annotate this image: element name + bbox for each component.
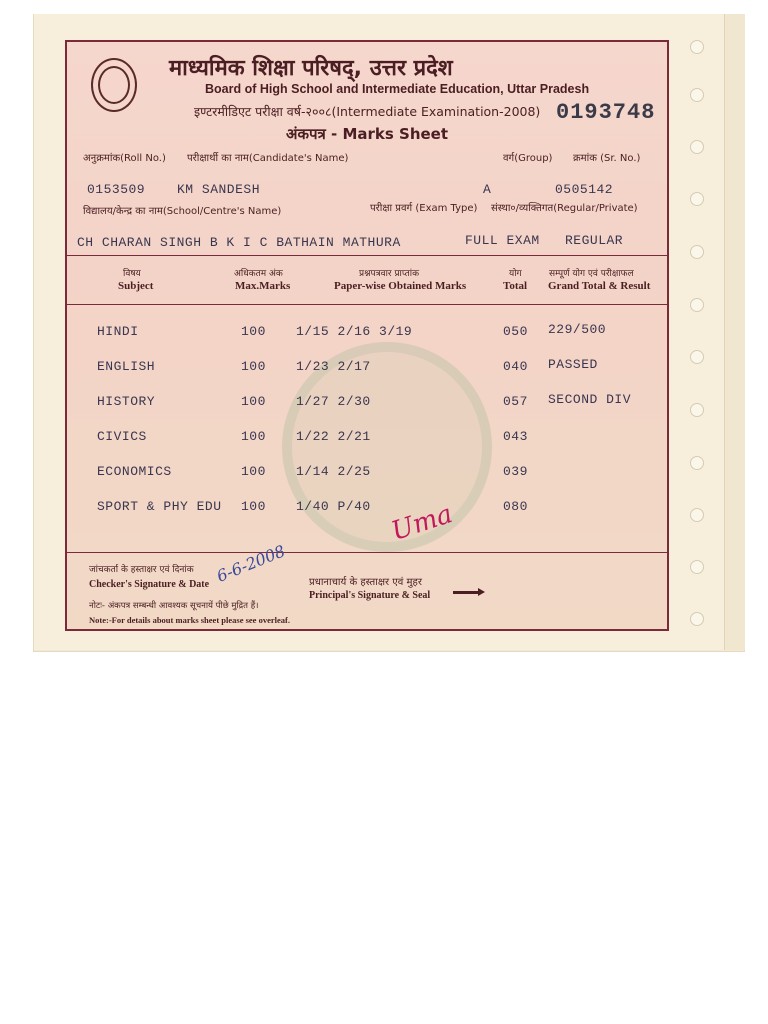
perforation-hole (690, 40, 704, 54)
perforation-hole (690, 508, 704, 522)
subject-name: ENGLISH (97, 359, 156, 374)
checker-date: 6-6-2008 (214, 541, 288, 586)
candidate-name-value: KM SANDESH (177, 182, 261, 197)
max-marks: 100 (241, 359, 266, 374)
subject-header-hindi: विषय (123, 269, 141, 279)
perforated-strip (724, 14, 745, 650)
paper-marks: 1/23 2/17 (296, 359, 371, 374)
max-marks-header-hindi: अधिकतम अंक (234, 269, 283, 279)
subject-total: 043 (503, 429, 528, 444)
paper-marks: 1/27 2/30 (296, 394, 371, 409)
group-label: वर्ग(Group) (503, 153, 553, 164)
subject-header: Subject (118, 280, 154, 292)
sr-no-value: 0505142 (555, 182, 614, 197)
max-marks: 100 (241, 499, 266, 514)
paper-marks: 1/15 2/16 3/19 (296, 324, 413, 339)
grand-total-header: Grand Total & Result (548, 280, 651, 292)
subject-total: 050 (503, 324, 528, 339)
page-title: अंकपत्र - Marks Sheet (286, 125, 449, 143)
note-hindi: नोटः- अंकपत्र सम्बन्धी आवश्यक सूचनायें पीछे मुद्रित हैं। (89, 601, 259, 611)
subject-name: CIVICS (97, 429, 147, 444)
subject-total: 039 (503, 464, 528, 479)
sr-no-label: क्रमांक (Sr. No.) (573, 153, 641, 164)
max-marks: 100 (241, 394, 266, 409)
max-marks-header: Max.Marks (235, 280, 291, 292)
school-label: विद्यालय/केन्द्र का नाम(School/Centre's Name) (83, 206, 282, 217)
paper-marks: 1/22 2/21 (296, 429, 371, 444)
perforation-hole (690, 298, 704, 312)
result-division: SECOND DIV (548, 392, 632, 407)
paper-marks: 1/40 P/40 (296, 499, 371, 514)
total-header: Total (503, 280, 528, 292)
serial-number: 0193748 (556, 100, 656, 125)
perforation-hole (690, 612, 704, 626)
paper-marks-header: Paper-wise Obtained Marks (334, 280, 467, 292)
subject-name: HISTORY (97, 394, 156, 409)
divider (67, 255, 667, 256)
principal-signature-label: Principal's Signature & Seal (309, 590, 431, 601)
subject-name: HINDI (97, 324, 139, 339)
paper-marks: 1/14 2/25 (296, 464, 371, 479)
roll-no-label: अनुक्रमांक(Roll No.) (83, 153, 166, 164)
max-marks: 100 (241, 429, 266, 444)
perforation-hole (690, 403, 704, 417)
school-value: CH CHARAN SINGH B K I C BATHAIN MATHURA (77, 235, 401, 250)
subject-name: ECONOMICS (97, 464, 172, 479)
candidate-name-label: परीक्षार्थी का नाम(Candidate's Name) (187, 153, 349, 164)
board-emblem-icon (91, 58, 137, 112)
perforation-hole (690, 560, 704, 574)
signature: Uma (387, 499, 457, 547)
result-status: PASSED (548, 357, 598, 372)
max-marks: 100 (241, 464, 266, 479)
exam-type-value: FULL EXAM (465, 233, 540, 248)
group-value: A (483, 182, 492, 197)
principal-signature-label-hindi: प्रधानाचार्य के हस्ताक्षर एवं मुहर (309, 577, 422, 588)
subject-name: SPORT & PHY EDU (97, 499, 222, 514)
checker-signature-label-hindi: जांचकर्ता के हस्ताक्षर एवं दिनांक (89, 565, 194, 575)
marks-sheet-card (65, 40, 669, 631)
perforation-hole (690, 88, 704, 102)
roll-no-value: 0153509 (87, 182, 146, 197)
perforation-hole (690, 140, 704, 154)
perforation-hole (690, 245, 704, 259)
perforation-hole (690, 192, 704, 206)
regular-private-value: REGULAR (565, 233, 624, 248)
perforation-hole (690, 350, 704, 364)
divider (67, 552, 667, 553)
subject-total: 057 (503, 394, 528, 409)
paper-marks-header-hindi: प्रश्नपत्रवार प्राप्तांक (359, 269, 420, 279)
total-header-hindi: योग (509, 269, 522, 279)
note-english: Note:-For details about marks sheet please see overleaf. (89, 615, 290, 625)
exam-title: इण्टरमीडिएट परीक्षा वर्ष-२००८(Intermediate Examination-2008) (194, 104, 541, 119)
exam-type-label: परीक्षा प्रवर्ग (Exam Type) (370, 203, 478, 214)
checker-signature-label: Checker's Signature & Date (89, 579, 210, 590)
subject-total: 080 (503, 499, 528, 514)
divider (67, 304, 667, 305)
board-name-hindi: माध्यमिक शिक्षा परिषद्, उत्तर प्रदेश (169, 56, 453, 81)
perforation-hole (690, 456, 704, 470)
subject-total: 040 (503, 359, 528, 374)
grand-total-value: 229/500 (548, 322, 607, 337)
board-name-english: Board of High School and Intermediate Education, Uttar Pradesh (205, 82, 590, 96)
regular-private-label: संस्था०/व्यक्तिगत(Regular/Private) (491, 203, 638, 214)
arrow-right-icon (453, 591, 479, 594)
grand-total-header-hindi: सम्पूर्ण योग एवं परीक्षाफल (549, 269, 634, 279)
max-marks: 100 (241, 324, 266, 339)
